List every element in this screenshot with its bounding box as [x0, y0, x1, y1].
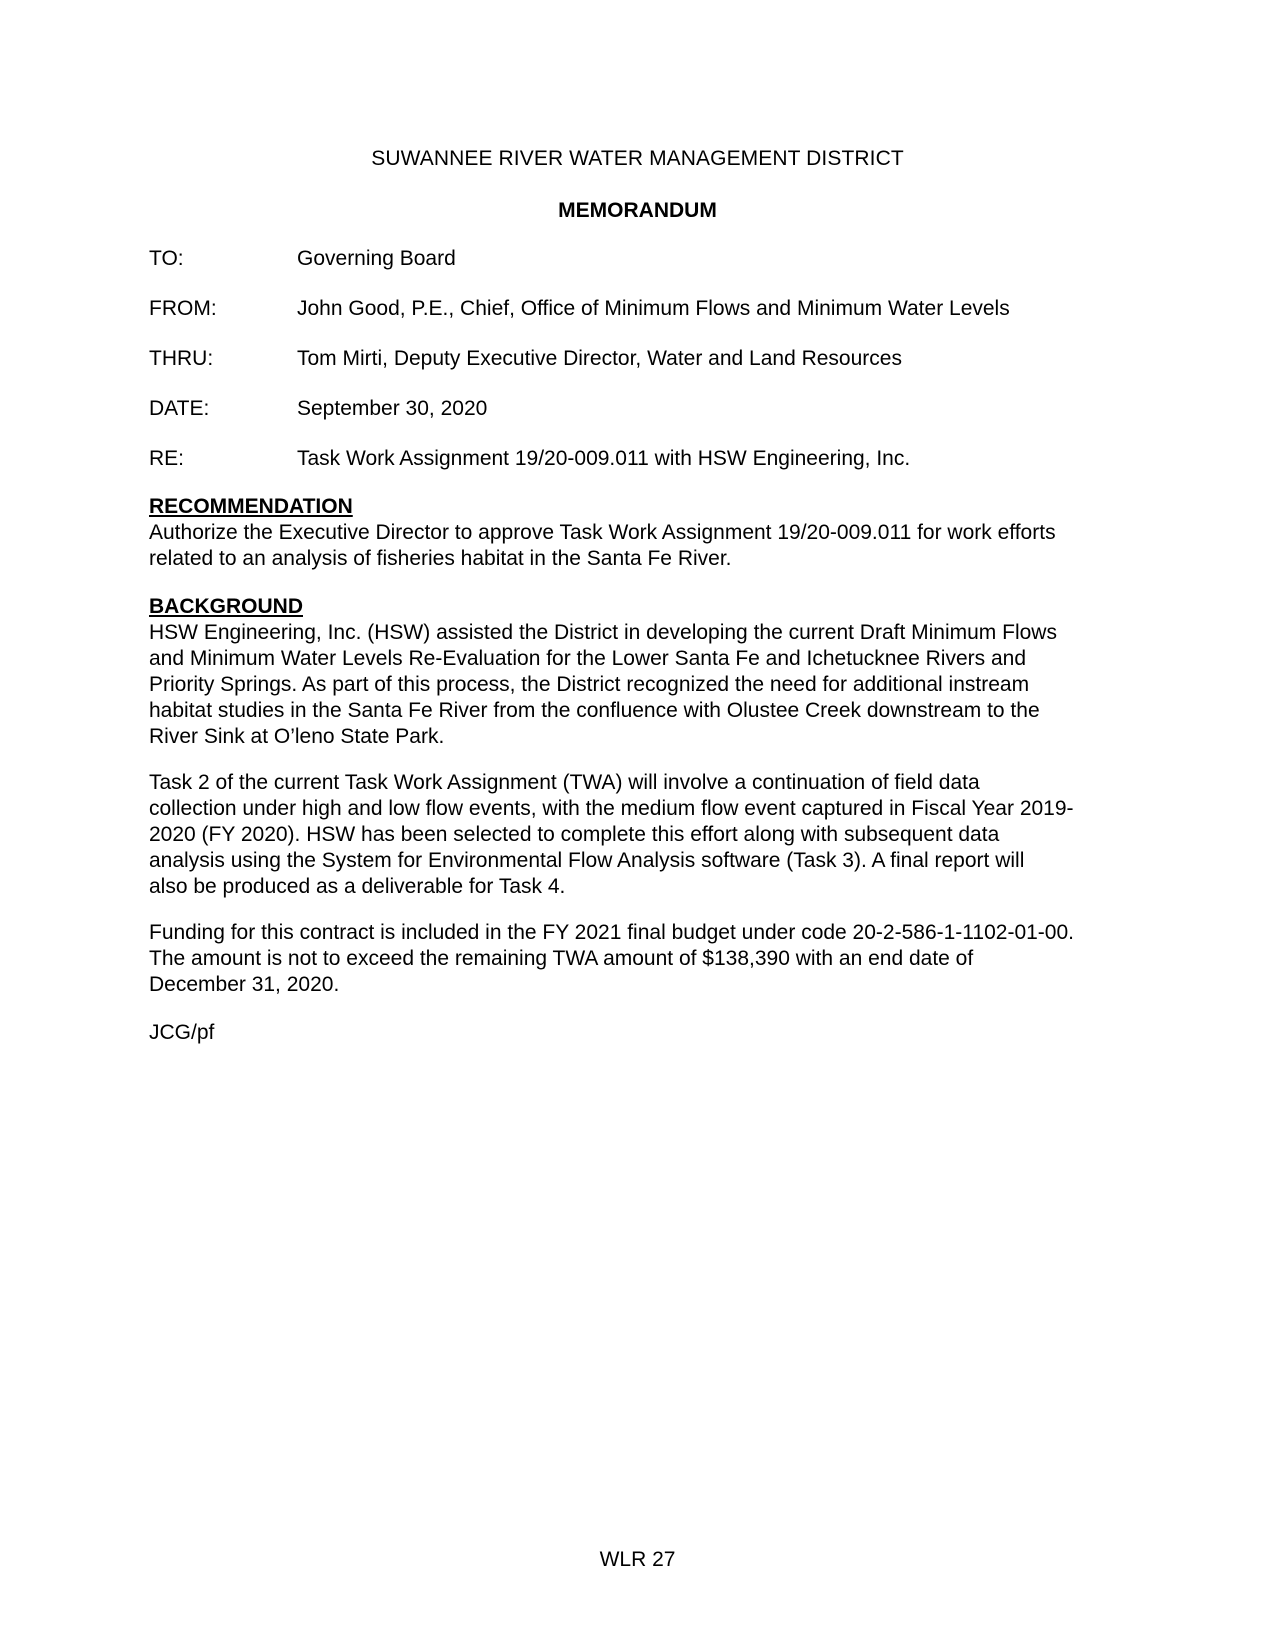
author-initials: JCG/pf [149, 1021, 215, 1044]
background-paragraph-1 [149, 620, 1159, 750]
paragraph-line: Task 2 of the current Task Work Assignment (TWA) will involve a continuation of field data [149, 771, 980, 794]
from-label: FROM: [149, 297, 217, 320]
header-thru-row [149, 347, 1149, 371]
to-value: Governing Board [297, 247, 456, 270]
thru-label: THRU: [149, 347, 214, 370]
paragraph-line: River Sink at O’leno State Park. [149, 725, 445, 748]
to-label: TO: [149, 247, 184, 270]
header-from-row [149, 297, 1149, 321]
organization-title: SUWANNEE RIVER WATER MANAGEMENT DISTRICT [371, 147, 904, 170]
page-footer: WLR 27 [599, 1548, 676, 1571]
background-heading: BACKGROUND [149, 595, 303, 618]
re-value: Task Work Assignment 19/20-009.011 with HSW Engineering, Inc. [297, 447, 911, 470]
thru-value: Tom Mirti, Deputy Executive Director, Water and Land Resources [297, 347, 902, 370]
background-paragraph-2 [149, 770, 1159, 900]
date-value: September 30, 2020 [297, 397, 488, 420]
paragraph-line: also be produced as a deliverable for Task 4. [149, 875, 566, 898]
memo-title: MEMORANDUM [558, 199, 717, 222]
paragraph-line: December 31, 2020. [149, 973, 340, 996]
paragraph-line: analysis using the System for Environmental Flow Analysis software (Task 3). A final report will [149, 849, 1025, 872]
from-value: John Good, P.E., Chief, Office of Minimum Flows and Minimum Water Levels [297, 297, 1010, 320]
background-paragraph-3 [149, 920, 1159, 998]
header-re-row [149, 447, 1149, 471]
background-section [149, 594, 1159, 750]
date-label: DATE: [149, 397, 210, 420]
paragraph-line: and Minimum Water Levels Re-Evaluation for the Lower Santa Fe and Ichetucknee Rivers and [149, 647, 1026, 670]
header-date-row [149, 397, 1149, 421]
recommendation-heading: RECOMMENDATION [149, 495, 353, 518]
paragraph-line: 2020 (FY 2020). HSW has been selected to complete this effort along with subsequent data [149, 823, 1000, 846]
header-to-row [149, 247, 1149, 271]
paragraph-line: Priority Springs. As part of this process, the District recognized the need for additional instream [149, 673, 1030, 696]
re-label: RE: [149, 447, 185, 470]
paragraph-line: Funding for this contract is included in the FY 2021 final budget under code 20-2-586-1-1102-01-00. [149, 921, 1074, 944]
recommendation-line: Authorize the Executive Director to approve Task Work Assignment 19/20-009.011 for work efforts [149, 521, 1056, 544]
recommendation-section [149, 494, 1159, 572]
recommendation-line: related to an analysis of fisheries habitat in the Santa Fe River. [149, 547, 732, 570]
paragraph-line: habitat studies in the Santa Fe River from the confluence with Olustee Creek downstream to the [149, 699, 1040, 722]
paragraph-line: The amount is not to exceed the remaining TWA amount of $138,390 with an end date of [149, 947, 974, 970]
paragraph-line: collection under high and low flow events, with the medium flow event captured in Fiscal Year 2019- [149, 797, 1074, 820]
paragraph-line: HSW Engineering, Inc. (HSW) assisted the District in developing the current Draft Minimum Flows [149, 621, 1057, 644]
